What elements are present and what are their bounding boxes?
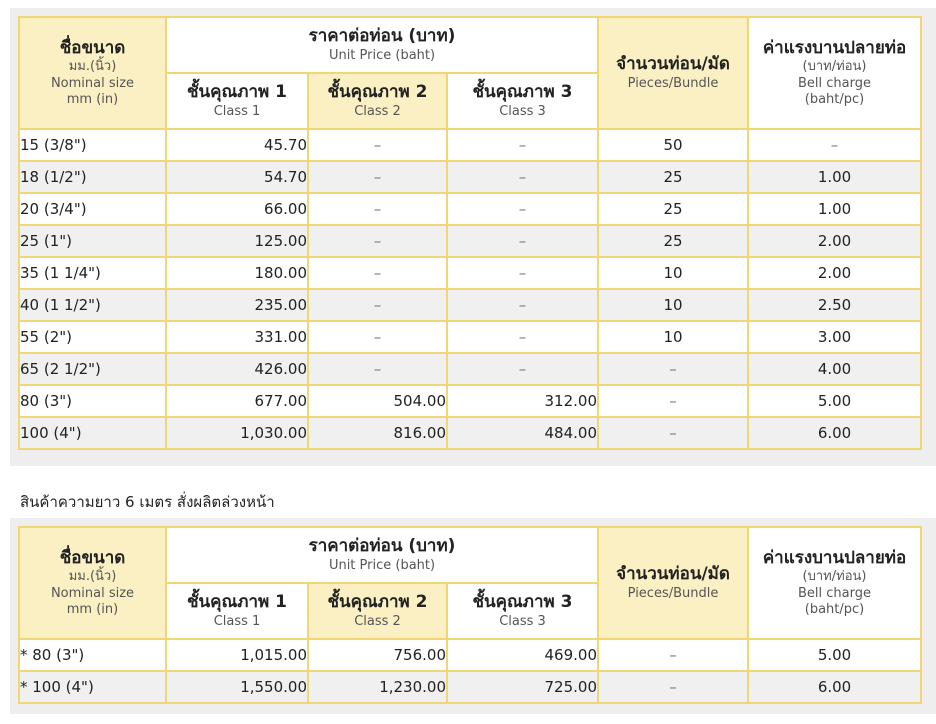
cell-pieces-bundle: 10 [598,289,748,321]
cell-price-class-3: – [447,193,598,225]
cell-price-class-2: – [308,353,447,385]
cell-pieces-bundle: – [598,671,748,703]
header-bell-en: Bell charge [798,585,872,601]
cell-nominal-size: 35 (1 1/4") [19,257,166,289]
cell-nominal-size: 55 (2") [19,321,166,353]
header-class1-th: ชั้นคุณภาพ 1 [186,592,287,613]
cell-pieces-bundle: 10 [598,321,748,353]
cell-price-class-3: – [447,353,598,385]
header-nominal-size [19,527,166,639]
cell-bell-charge: – [748,129,921,161]
cell-price-class-3: – [447,225,598,257]
header-unit-price [166,527,598,583]
header-class2-en: Class 2 [354,613,401,629]
cell-price-class-3: – [447,129,598,161]
header-bell-charge [748,527,921,639]
cell-bell-charge: 2.00 [748,225,921,257]
cell-price-class-2: – [308,257,447,289]
header-pieces-bundle [598,527,748,639]
price-table-preorder [18,526,922,704]
cell-price-class-2: 756.00 [308,639,447,671]
cell-bell-charge: 6.00 [748,671,921,703]
cell-pieces-bundle: 25 [598,161,748,193]
header-class3-en: Class 3 [499,613,546,629]
table-row [19,671,921,703]
cell-price-class-2: 1,230.00 [308,671,447,703]
header-nominal-size [19,17,166,129]
header-class1-th: ชั้นคุณภาพ 1 [186,82,287,103]
cell-price-class-2: 816.00 [308,417,447,449]
header-class1-en: Class 1 [213,613,261,629]
header-class-1 [166,583,308,639]
header-class3-en: Class 3 [499,103,546,119]
cell-nominal-size: 15 (3/8") [19,129,166,161]
cell-nominal-size: * 80 (3") [19,639,166,671]
header-price-th: ราคาต่อท่อน (บาท) [308,536,456,557]
pre-order-note: สินค้าความยาว 6 เมตร สั่งผลิตล่วงหน้า [20,493,275,511]
cell-price-class-1: 677.00 [166,385,308,417]
cell-price-class-1: 1,015.00 [166,639,308,671]
cell-nominal-size: 100 (4") [19,417,166,449]
table-row [19,639,921,671]
header-class-1 [166,73,308,129]
cell-bell-charge: 3.00 [748,321,921,353]
cell-price-class-3: – [447,289,598,321]
cell-bell-charge: 5.00 [748,385,921,417]
header-size-en: Nominal size [50,585,135,601]
cell-bell-charge: 1.00 [748,161,921,193]
cell-price-class-2: – [308,225,447,257]
cell-nominal-size: 40 (1 1/2") [19,289,166,321]
cell-price-class-2: – [308,321,447,353]
cell-bell-charge: 4.00 [748,353,921,385]
cell-nominal-size: 25 (1") [19,225,166,257]
cell-price-class-1: 66.00 [166,193,308,225]
cell-pieces-bundle: 25 [598,193,748,225]
cell-price-class-3: 312.00 [447,385,598,417]
cell-price-class-1: 180.00 [166,257,308,289]
header-pieces-th: จำนวนท่อน/มัด [616,54,730,75]
cell-bell-charge: 6.00 [748,417,921,449]
header-bell-charge [748,17,921,129]
header-pieces-th: จำนวนท่อน/มัด [616,564,730,585]
table-row [19,193,921,225]
header-size-unit-en: mm (in) [66,91,119,107]
cell-price-class-1: 54.70 [166,161,308,193]
cell-price-class-1: 45.70 [166,129,308,161]
table-row [19,161,921,193]
cell-price-class-1: 125.00 [166,225,308,257]
cell-price-class-3: – [447,161,598,193]
table-row [19,129,921,161]
cell-price-class-2: – [308,289,447,321]
table-row [19,385,921,417]
cell-nominal-size: 80 (3") [19,385,166,417]
header-size-unit-th: มม.(นิ้ว) [68,569,117,585]
cell-price-class-3: 484.00 [447,417,598,449]
cell-bell-charge: 5.00 [748,639,921,671]
header-class2-th: ชั้นคุณภาพ 2 [327,82,428,103]
cell-nominal-size: 20 (3/4") [19,193,166,225]
header-size-unit-en: mm (in) [66,601,119,617]
cell-pieces-bundle: – [598,639,748,671]
cell-price-class-1: 1,550.00 [166,671,308,703]
cell-bell-charge: 2.50 [748,289,921,321]
header-price-en: Unit Price (baht) [328,47,436,63]
price-table-panel-standard [10,8,936,466]
header-bell-unit-th: (บาท/ท่อน) [802,59,867,75]
cell-price-class-1: 1,030.00 [166,417,308,449]
cell-price-class-1: 331.00 [166,321,308,353]
cell-nominal-size: 65 (2 1/2") [19,353,166,385]
header-unit-price [166,17,598,73]
price-table-standard [18,16,922,450]
cell-bell-charge: 1.00 [748,193,921,225]
cell-price-class-3: 725.00 [447,671,598,703]
header-class-2 [308,73,447,129]
header-class2-th: ชั้นคุณภาพ 2 [327,592,428,613]
cell-pieces-bundle: – [598,385,748,417]
cell-pieces-bundle: – [598,353,748,385]
cell-bell-charge: 2.00 [748,257,921,289]
header-price-en: Unit Price (baht) [328,557,436,573]
table-row [19,353,921,385]
header-size-unit-th: มม.(นิ้ว) [68,59,117,75]
header-pieces-en: Pieces/Bundle [627,75,719,91]
cell-nominal-size: * 100 (4") [19,671,166,703]
price-table-panel-preorder [10,518,936,714]
cell-price-class-2: – [308,129,447,161]
table-row [19,257,921,289]
header-bell-unit-en: (baht/pc) [804,601,865,617]
header-class2-en: Class 2 [354,103,401,119]
cell-price-class-3: – [447,257,598,289]
cell-price-class-1: 235.00 [166,289,308,321]
header-bell-unit-en: (baht/pc) [804,91,865,107]
table-row [19,417,921,449]
cell-nominal-size: 18 (1/2") [19,161,166,193]
cell-price-class-2: 504.00 [308,385,447,417]
header-bell-unit-th: (บาท/ท่อน) [802,569,867,585]
cell-pieces-bundle: 10 [598,257,748,289]
cell-pieces-bundle: 25 [598,225,748,257]
cell-price-class-3: 469.00 [447,639,598,671]
header-pieces-en: Pieces/Bundle [627,585,719,601]
header-size-en: Nominal size [50,75,135,91]
table-row [19,289,921,321]
header-class-3 [447,583,598,639]
header-class3-th: ชั้นคุณภาพ 3 [472,592,573,613]
header-bell-th: ค่าแรงบานปลายท่อ [762,548,907,568]
cell-price-class-3: – [447,321,598,353]
table-row [19,225,921,257]
cell-price-class-2: – [308,193,447,225]
header-class3-th: ชั้นคุณภาพ 3 [472,82,573,103]
header-size-th: ชื่อขนาด [59,548,126,568]
cell-price-class-2: – [308,161,447,193]
header-class-3 [447,73,598,129]
cell-pieces-bundle: 50 [598,129,748,161]
cell-price-class-1: 426.00 [166,353,308,385]
table-row [19,321,921,353]
header-class1-en: Class 1 [213,103,261,119]
cell-pieces-bundle: – [598,417,748,449]
header-pieces-bundle [598,17,748,129]
header-bell-en: Bell charge [798,75,872,91]
header-size-th: ชื่อขนาด [59,38,126,58]
header-class-2 [308,583,447,639]
header-price-th: ราคาต่อท่อน (บาท) [308,26,456,47]
header-bell-th: ค่าแรงบานปลายท่อ [762,38,907,58]
